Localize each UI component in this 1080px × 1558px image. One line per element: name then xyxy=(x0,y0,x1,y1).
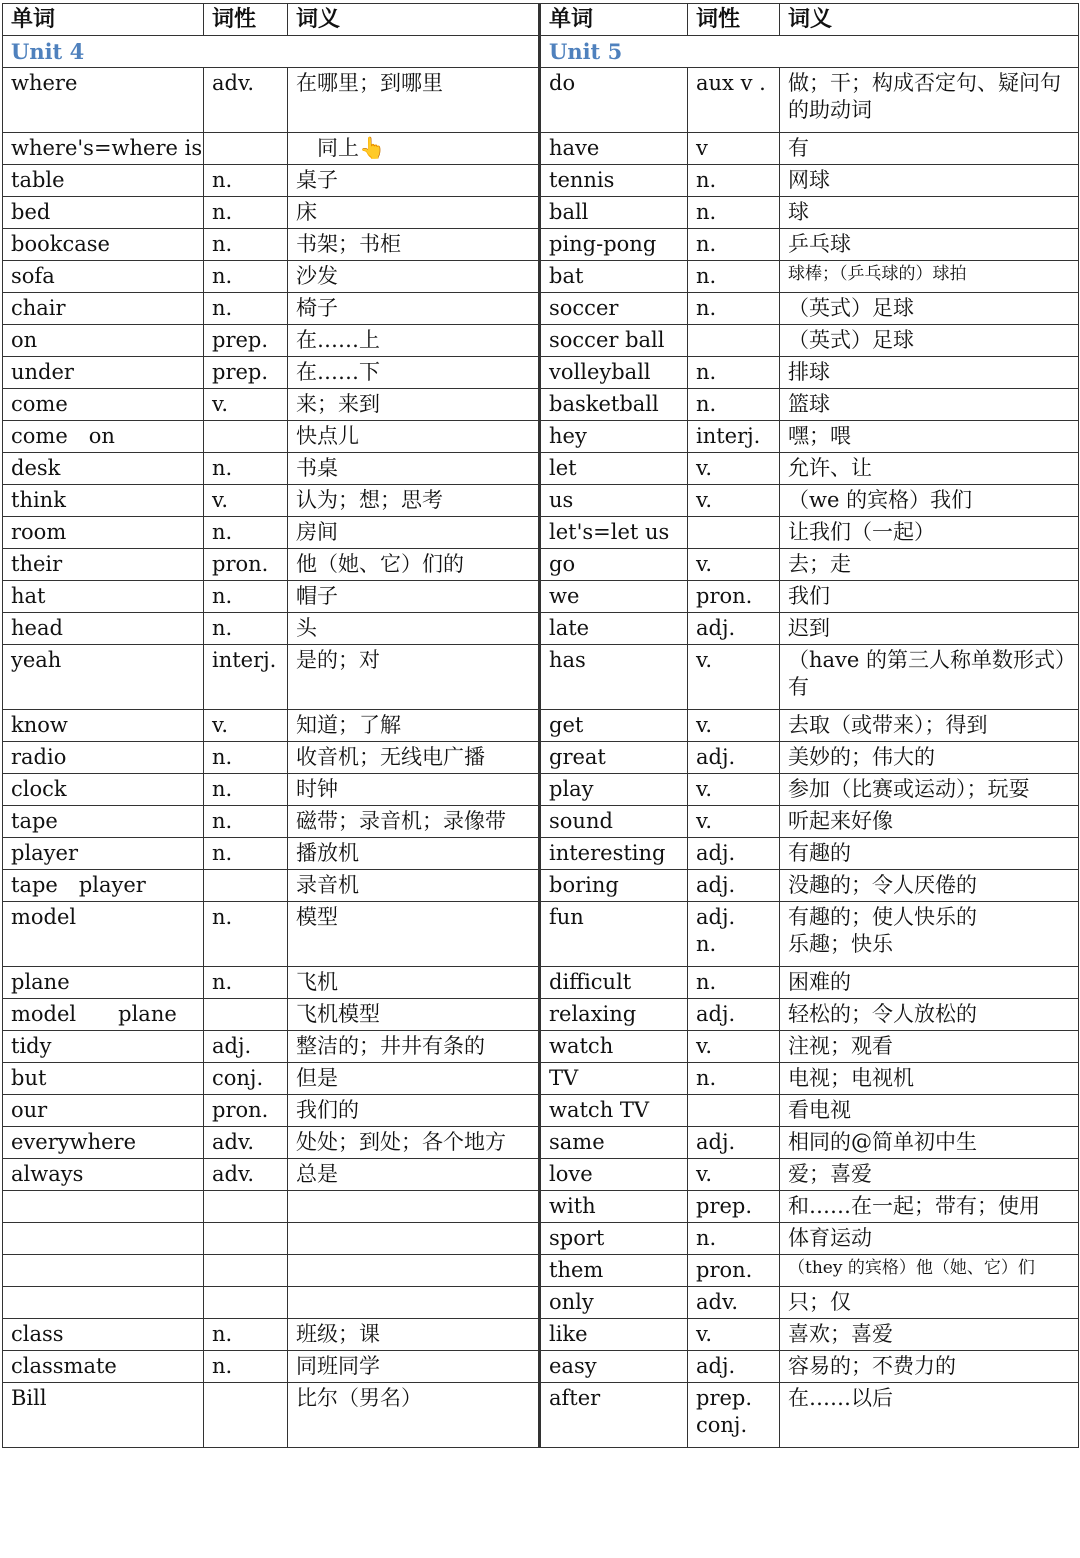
right-meaning-cell: 去；走 xyxy=(780,549,1079,581)
left-meaning-cell: 认为；想；思考 xyxy=(288,485,540,517)
right-meaning-cell: 在……以后 xyxy=(780,1383,1079,1448)
table-row xyxy=(3,710,1079,742)
left-meaning-cell: 床 xyxy=(288,197,540,229)
left-word-cell: bed xyxy=(3,197,204,229)
right-meaning-cell: 喜欢；喜爱 xyxy=(780,1319,1079,1351)
right-meaning-cell: 有 xyxy=(780,133,1079,165)
table-row xyxy=(3,774,1079,806)
left-word-cell: plane xyxy=(3,967,204,999)
table-row xyxy=(3,357,1079,389)
right-word-cell: with xyxy=(540,1191,688,1223)
left-pos-cell: n. xyxy=(204,261,288,293)
table-row xyxy=(3,485,1079,517)
left-pos-cell: n. xyxy=(204,1319,288,1351)
right-meaning-cell: 容易的；不费力的 xyxy=(780,1351,1079,1383)
left-meaning-cell: 但是 xyxy=(288,1063,540,1095)
left-word-cell: chair xyxy=(3,293,204,325)
right-meaning-cell: 我们 xyxy=(780,581,1079,613)
right-word-cell: boring xyxy=(540,870,688,902)
right-meaning-cell-line-2: 乐趣；快乐 xyxy=(788,932,893,957)
left-word-cell: model xyxy=(3,902,204,967)
left-meaning-cell: 磁带；录音机；录像带 xyxy=(288,806,540,838)
right-pos-cell: adj. xyxy=(688,999,780,1031)
left-word-cell: desk xyxy=(3,453,204,485)
right-pos-cell: adj. xyxy=(688,870,780,902)
right-pos-cell: v. xyxy=(688,806,780,838)
right-pos-cell: adj. xyxy=(688,1127,780,1159)
right-meaning-cell: 没趣的；令人厌倦的 xyxy=(780,870,1079,902)
left-word-cell: come xyxy=(3,389,204,421)
right-pos-cell: n. xyxy=(688,357,780,389)
table-row xyxy=(3,1351,1079,1383)
right-pos-cell-line-1: adj. xyxy=(696,905,736,929)
right-pos-cell xyxy=(688,325,780,357)
header-word-left: 单词 xyxy=(3,4,204,36)
right-word-cell: get xyxy=(540,710,688,742)
table-row xyxy=(3,1127,1079,1159)
right-meaning-cell: 参加（比赛或运动）；玩耍 xyxy=(780,774,1079,806)
left-meaning-cell: 比尔（男名） xyxy=(288,1383,540,1448)
right-meaning-cell: 相同的@简单初中生 xyxy=(780,1127,1079,1159)
left-word-cell: sofa xyxy=(3,261,204,293)
left-meaning-cell: 书桌 xyxy=(288,453,540,485)
right-pos-cell: v. xyxy=(688,1031,780,1063)
table-row xyxy=(3,967,1079,999)
right-word-cell: late xyxy=(540,613,688,645)
left-meaning-cell: 同班同学 xyxy=(288,1351,540,1383)
right-meaning-cell: 球 xyxy=(780,197,1079,229)
left-meaning-cell: 播放机 xyxy=(288,838,540,870)
right-meaning-cell: （we 的宾格）我们 xyxy=(780,485,1079,517)
right-meaning-cell: 只；仅 xyxy=(780,1287,1079,1319)
right-meaning-cell: （英式）足球 xyxy=(780,293,1079,325)
right-meaning-cell: 轻松的；令人放松的 xyxy=(780,999,1079,1031)
left-pos-cell: n. xyxy=(204,902,288,967)
table-row xyxy=(3,902,1079,967)
left-pos-cell: n. xyxy=(204,806,288,838)
table-row xyxy=(3,293,1079,325)
left-word-cell: table xyxy=(3,165,204,197)
left-word-cell: our xyxy=(3,1095,204,1127)
left-pos-cell: v. xyxy=(204,710,288,742)
vocabulary-table xyxy=(2,3,1079,1448)
left-word-cell: where xyxy=(3,68,204,133)
right-meaning-cell: 听起来好像 xyxy=(780,806,1079,838)
left-word-cell: but xyxy=(3,1063,204,1095)
header-meaning-right: 词义 xyxy=(780,4,1079,36)
table-row xyxy=(3,389,1079,421)
left-meaning-cell: 收音机；无线电广播 xyxy=(288,742,540,774)
table-row xyxy=(3,261,1079,293)
left-word-cell: where's=where is xyxy=(3,133,204,165)
left-meaning-cell: 班级；课 xyxy=(288,1319,540,1351)
left-pos-cell: adv. xyxy=(204,68,288,133)
right-meaning-cell: 有趣的 xyxy=(780,838,1079,870)
right-word-cell: play xyxy=(540,774,688,806)
left-meaning-cell xyxy=(288,1255,540,1287)
right-pos-cell: interj. xyxy=(688,421,780,453)
right-pos-cell xyxy=(688,1095,780,1127)
right-pos-cell: adj. xyxy=(688,613,780,645)
right-pos-cell: n. xyxy=(688,293,780,325)
table-row xyxy=(3,1031,1079,1063)
right-word-cell: like xyxy=(540,1319,688,1351)
right-word-cell: TV xyxy=(540,1063,688,1095)
right-pos-cell xyxy=(688,1383,780,1448)
right-pos-cell: v. xyxy=(688,1319,780,1351)
left-meaning-cell: 总是 xyxy=(288,1159,540,1191)
table-row xyxy=(3,581,1079,613)
right-meaning-cell: 篮球 xyxy=(780,389,1079,421)
right-meaning-cell: （英式）足球 xyxy=(780,325,1079,357)
right-word-cell: same xyxy=(540,1127,688,1159)
left-word-cell: model plane xyxy=(3,999,204,1031)
right-pos-cell-line-2: n. xyxy=(696,932,717,957)
right-pos-cell: adv. xyxy=(688,1287,780,1319)
header-row xyxy=(3,4,1079,36)
right-word-cell: love xyxy=(540,1159,688,1191)
left-word-cell: know xyxy=(3,710,204,742)
left-meaning-cell: 书架；书柜 xyxy=(288,229,540,261)
left-word-cell: clock xyxy=(3,774,204,806)
right-pos-cell: v. xyxy=(688,645,780,710)
right-pos-cell: n. xyxy=(688,261,780,293)
left-pos-cell: n. xyxy=(204,165,288,197)
left-meaning-cell: 整洁的；井井有条的 xyxy=(288,1031,540,1063)
left-pos-cell: n. xyxy=(204,742,288,774)
right-word-cell: bat xyxy=(540,261,688,293)
right-meaning-cell: 体育运动 xyxy=(780,1223,1079,1255)
table-row xyxy=(3,1095,1079,1127)
table-row xyxy=(3,1159,1079,1191)
left-pos-cell: adj. xyxy=(204,1031,288,1063)
right-word-cell: only xyxy=(540,1287,688,1319)
right-word-cell: after xyxy=(540,1383,688,1448)
right-meaning-cell: 嘿；喂 xyxy=(780,421,1079,453)
header-pos-left: 词性 xyxy=(204,4,288,36)
right-word-cell: watch xyxy=(540,1031,688,1063)
vocabulary-sheet xyxy=(2,3,1078,1448)
left-word-cell: under xyxy=(3,357,204,389)
right-pos-cell: n. xyxy=(688,229,780,261)
unit-row xyxy=(3,36,1079,68)
right-word-cell: sound xyxy=(540,806,688,838)
left-pos-cell xyxy=(204,1255,288,1287)
right-meaning-cell: 乒乓球 xyxy=(780,229,1079,261)
left-pos-cell: adv. xyxy=(204,1127,288,1159)
left-meaning-cell xyxy=(288,1191,540,1223)
right-word-cell: go xyxy=(540,549,688,581)
left-meaning-cell: 沙发 xyxy=(288,261,540,293)
table-row xyxy=(3,549,1079,581)
right-pos-cell: v. xyxy=(688,549,780,581)
left-word-cell: room xyxy=(3,517,204,549)
right-word-cell: do xyxy=(540,68,688,133)
right-pos-cell xyxy=(688,902,780,967)
right-pos-cell: v. xyxy=(688,1159,780,1191)
right-meaning-cell: （have 的第三人称单数形式）有 xyxy=(780,645,1079,710)
left-meaning-cell: 头 xyxy=(288,613,540,645)
left-pos-cell: n. xyxy=(204,293,288,325)
left-meaning-cell: 知道；了解 xyxy=(288,710,540,742)
left-meaning-cell: 同上👆 xyxy=(288,133,540,165)
left-meaning-cell: 模型 xyxy=(288,902,540,967)
right-meaning-cell: 让我们（一起） xyxy=(780,517,1079,549)
right-word-cell: fun xyxy=(540,902,688,967)
right-pos-cell: n. xyxy=(688,1063,780,1095)
right-word-cell: soccer ball xyxy=(540,325,688,357)
left-meaning-cell: 来；来到 xyxy=(288,389,540,421)
left-word-cell: always xyxy=(3,1159,204,1191)
right-meaning-cell: 允许、让 xyxy=(780,453,1079,485)
table-row xyxy=(3,165,1079,197)
right-pos-cell: aux v . xyxy=(688,68,780,133)
left-meaning-cell: 快点儿 xyxy=(288,421,540,453)
left-meaning-cell: 在哪里；到哪里 xyxy=(288,68,540,133)
right-word-cell: tennis xyxy=(540,165,688,197)
left-pos-cell: conj. xyxy=(204,1063,288,1095)
right-word-cell: soccer xyxy=(540,293,688,325)
left-pos-cell: pron. xyxy=(204,549,288,581)
left-word-cell: think xyxy=(3,485,204,517)
left-meaning-cell: 录音机 xyxy=(288,870,540,902)
right-word-cell: difficult xyxy=(540,967,688,999)
table-row xyxy=(3,197,1079,229)
left-meaning-cell: 我们的 xyxy=(288,1095,540,1127)
table-row xyxy=(3,421,1079,453)
left-pos-cell xyxy=(204,1191,288,1223)
table-row xyxy=(3,999,1079,1031)
right-pos-cell-line-1: prep. xyxy=(696,1386,753,1410)
left-pos-cell: n. xyxy=(204,967,288,999)
right-meaning-cell: （they 的宾格）他（她、它）们 xyxy=(780,1255,1079,1287)
left-word-cell: tidy xyxy=(3,1031,204,1063)
right-pos-cell: v xyxy=(688,133,780,165)
right-word-cell: ball xyxy=(540,197,688,229)
table-row xyxy=(3,870,1079,902)
left-meaning-cell: 桌子 xyxy=(288,165,540,197)
right-word-cell: them xyxy=(540,1255,688,1287)
left-word-cell: classmate xyxy=(3,1351,204,1383)
left-word-cell: tape xyxy=(3,806,204,838)
right-meaning-cell: 排球 xyxy=(780,357,1079,389)
table-row xyxy=(3,229,1079,261)
right-pos-cell: n. xyxy=(688,165,780,197)
right-pos-cell: pron. xyxy=(688,581,780,613)
left-meaning-cell: 飞机 xyxy=(288,967,540,999)
right-meaning-cell: 看电视 xyxy=(780,1095,1079,1127)
left-meaning-cell: 在……上 xyxy=(288,325,540,357)
right-meaning-cell: 去取（或带来）；得到 xyxy=(780,710,1079,742)
right-word-cell: great xyxy=(540,742,688,774)
left-pos-cell: v. xyxy=(204,389,288,421)
table-row xyxy=(3,1383,1079,1448)
left-pos-cell xyxy=(204,1287,288,1319)
left-meaning-cell: 飞机模型 xyxy=(288,999,540,1031)
right-word-cell: have xyxy=(540,133,688,165)
left-meaning-cell: 他（她、它）们的 xyxy=(288,549,540,581)
right-word-cell: basketball xyxy=(540,389,688,421)
table-row xyxy=(3,1255,1079,1287)
left-meaning-cell: 椅子 xyxy=(288,293,540,325)
right-word-cell: let xyxy=(540,453,688,485)
left-word-cell xyxy=(3,1287,204,1319)
right-word-cell: interesting xyxy=(540,838,688,870)
right-meaning-cell: 做；干；构成否定句、疑问句的助动词 xyxy=(780,68,1079,133)
right-pos-cell: v. xyxy=(688,485,780,517)
left-word-cell: tape player xyxy=(3,870,204,902)
left-word-cell: on xyxy=(3,325,204,357)
right-meaning-cell: 困难的 xyxy=(780,967,1079,999)
left-meaning-cell: 帽子 xyxy=(288,581,540,613)
right-word-cell: let's=let us xyxy=(540,517,688,549)
right-word-cell: us xyxy=(540,485,688,517)
left-pos-cell xyxy=(204,133,288,165)
right-meaning-cell: 电视；电视机 xyxy=(780,1063,1079,1095)
right-word-cell: easy xyxy=(540,1351,688,1383)
left-word-cell: hat xyxy=(3,581,204,613)
right-meaning-cell: 网球 xyxy=(780,165,1079,197)
left-pos-cell: interj. xyxy=(204,645,288,710)
left-word-cell: bookcase xyxy=(3,229,204,261)
right-meaning-cell: 美妙的；伟大的 xyxy=(780,742,1079,774)
left-word-cell: come on xyxy=(3,421,204,453)
table-row xyxy=(3,613,1079,645)
left-meaning-cell xyxy=(288,1287,540,1319)
right-pos-cell: adj. xyxy=(688,742,780,774)
unit-5-label: Unit 5 xyxy=(540,36,1079,68)
left-word-cell: radio xyxy=(3,742,204,774)
left-pos-cell: adv. xyxy=(204,1159,288,1191)
left-meaning-cell: 是的；对 xyxy=(288,645,540,710)
table-row xyxy=(3,68,1079,133)
right-meaning-cell xyxy=(780,902,1079,967)
header-meaning-left: 词义 xyxy=(288,4,540,36)
left-pos-cell xyxy=(204,870,288,902)
right-pos-cell-line-2: conj. xyxy=(696,1413,748,1438)
right-meaning-cell: 迟到 xyxy=(780,613,1079,645)
left-pos-cell xyxy=(204,1223,288,1255)
right-meaning-cell-line-1: 有趣的；使人快乐的 xyxy=(788,905,977,929)
left-pos-cell xyxy=(204,1383,288,1448)
header-pos-right: 词性 xyxy=(688,4,780,36)
right-pos-cell: n. xyxy=(688,967,780,999)
left-pos-cell: n. xyxy=(204,613,288,645)
table-row xyxy=(3,645,1079,710)
right-word-cell: watch TV xyxy=(540,1095,688,1127)
left-meaning-cell: 房间 xyxy=(288,517,540,549)
left-pos-cell: n. xyxy=(204,517,288,549)
right-pos-cell: pron. xyxy=(688,1255,780,1287)
table-row xyxy=(3,806,1079,838)
left-pos-cell: prep. xyxy=(204,357,288,389)
table-row xyxy=(3,742,1079,774)
left-pos-cell xyxy=(204,421,288,453)
left-pos-cell: pron. xyxy=(204,1095,288,1127)
left-meaning-cell xyxy=(288,1223,540,1255)
left-pos-cell: v. xyxy=(204,485,288,517)
right-meaning-cell: 注视；观看 xyxy=(780,1031,1079,1063)
left-word-cell: class xyxy=(3,1319,204,1351)
left-pos-cell: n. xyxy=(204,838,288,870)
right-meaning-cell: 和……在一起；带有；使用 xyxy=(780,1191,1079,1223)
table-row xyxy=(3,1319,1079,1351)
left-pos-cell: n. xyxy=(204,453,288,485)
right-meaning-cell: 爱；喜爱 xyxy=(780,1159,1079,1191)
left-pos-cell: n. xyxy=(204,229,288,261)
right-pos-cell: v. xyxy=(688,453,780,485)
right-pos-cell xyxy=(688,517,780,549)
vocabulary-table-body xyxy=(3,4,1079,1448)
right-pos-cell: prep. xyxy=(688,1191,780,1223)
right-pos-cell: n. xyxy=(688,1223,780,1255)
table-row xyxy=(3,133,1079,165)
left-word-cell xyxy=(3,1191,204,1223)
left-word-cell: their xyxy=(3,549,204,581)
left-word-cell: player xyxy=(3,838,204,870)
left-pos-cell: prep. xyxy=(204,325,288,357)
left-word-cell: Bill xyxy=(3,1383,204,1448)
left-meaning-cell: 时钟 xyxy=(288,774,540,806)
table-row xyxy=(3,517,1079,549)
right-pos-cell: adj. xyxy=(688,838,780,870)
right-meaning-cell: 球棒；（乒乓球的）球拍 xyxy=(780,261,1079,293)
left-word-cell xyxy=(3,1255,204,1287)
right-pos-cell: v. xyxy=(688,710,780,742)
right-word-cell: relaxing xyxy=(540,999,688,1031)
table-row xyxy=(3,325,1079,357)
table-row xyxy=(3,1191,1079,1223)
table-row xyxy=(3,1063,1079,1095)
right-pos-cell: adj. xyxy=(688,1351,780,1383)
table-row xyxy=(3,1223,1079,1255)
right-word-cell: hey xyxy=(540,421,688,453)
right-word-cell: ping-pong xyxy=(540,229,688,261)
left-word-cell: yeah xyxy=(3,645,204,710)
right-pos-cell: n. xyxy=(688,389,780,421)
left-meaning-cell: 处处；到处；各个地方 xyxy=(288,1127,540,1159)
left-pos-cell: n. xyxy=(204,581,288,613)
left-meaning-cell: 在……下 xyxy=(288,357,540,389)
right-word-cell: volleyball xyxy=(540,357,688,389)
left-pos-cell xyxy=(204,999,288,1031)
table-row xyxy=(3,838,1079,870)
right-word-cell: has xyxy=(540,645,688,710)
right-pos-cell: v. xyxy=(688,774,780,806)
left-pos-cell: n. xyxy=(204,774,288,806)
table-row xyxy=(3,453,1079,485)
left-word-cell xyxy=(3,1223,204,1255)
left-word-cell: head xyxy=(3,613,204,645)
unit-4-label: Unit 4 xyxy=(3,36,540,68)
header-word-right: 单词 xyxy=(540,4,688,36)
right-word-cell: sport xyxy=(540,1223,688,1255)
right-word-cell: we xyxy=(540,581,688,613)
table-row xyxy=(3,1287,1079,1319)
left-word-cell: everywhere xyxy=(3,1127,204,1159)
left-pos-cell: n. xyxy=(204,197,288,229)
right-pos-cell: n. xyxy=(688,197,780,229)
left-pos-cell: n. xyxy=(204,1351,288,1383)
